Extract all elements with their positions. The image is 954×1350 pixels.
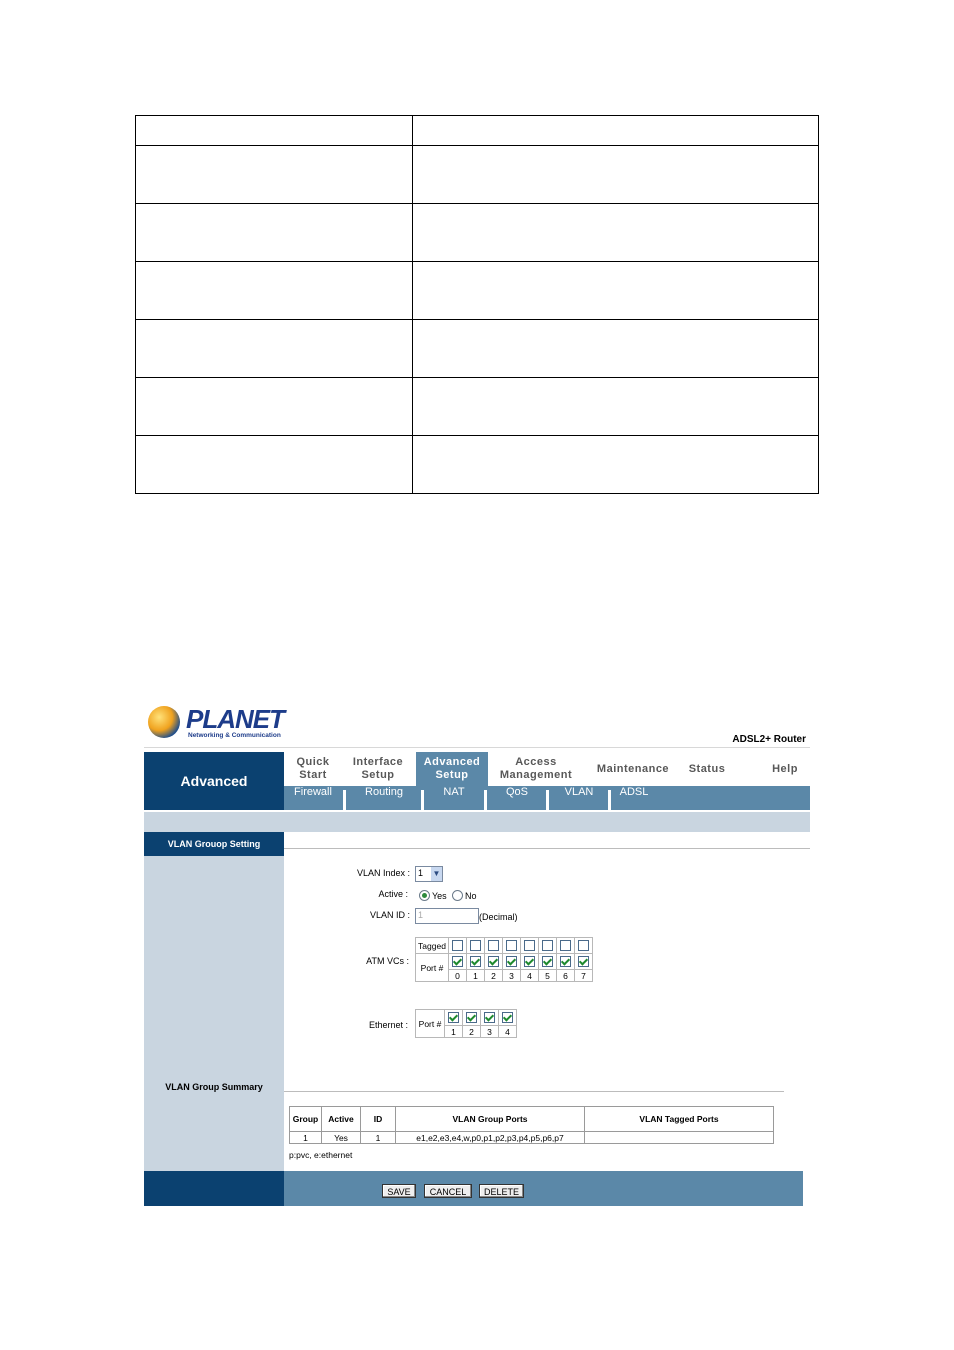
atm-port-number: 2 (485, 970, 503, 982)
ethernet-label: Ethernet : (368, 1020, 408, 1030)
atm-port-number: 4 (521, 970, 539, 982)
no-label: No (465, 891, 477, 901)
tab-access-management[interactable]: Access Management (499, 756, 573, 781)
checkbox[interactable] (524, 940, 535, 951)
checkbox[interactable] (484, 1012, 495, 1023)
vlan-index-label: VLAN Index : (356, 868, 410, 878)
table-cell (136, 378, 413, 436)
sidebar (144, 832, 284, 1171)
save-button[interactable]: SAVE (382, 1184, 416, 1198)
group-ports-cell: e1,e2,e3,e4,w,p0,p1,p2,p3,p4,p5,p6,p7 (396, 1132, 585, 1144)
sub-nav (284, 786, 810, 810)
column-header: ID (361, 1107, 396, 1132)
column-header: VLAN Tagged Ports (585, 1107, 774, 1132)
atm-port-number: 7 (575, 970, 593, 982)
main-nav (284, 752, 810, 786)
tab-advanced-setup[interactable]: Advanced Setup (416, 752, 488, 786)
checkbox[interactable] (506, 956, 517, 967)
table-cell (136, 320, 413, 378)
checkbox[interactable] (578, 956, 589, 967)
active-yes-radio[interactable] (419, 890, 430, 901)
eth-port-checkbox-3[interactable] (481, 1010, 499, 1026)
checkbox[interactable] (470, 956, 481, 967)
active-cell: Yes (322, 1132, 361, 1144)
checkbox[interactable] (506, 940, 517, 951)
port-label: Port # (416, 954, 449, 982)
footer-left (144, 1171, 284, 1206)
divider (608, 790, 611, 810)
active-label: Active : (378, 889, 408, 899)
tagged-checkbox-6[interactable] (557, 938, 575, 954)
eth-port-number: 2 (463, 1026, 481, 1038)
atm-port-number: 1 (467, 970, 485, 982)
table-cell (413, 146, 819, 204)
tagged-checkbox-1[interactable] (467, 938, 485, 954)
vlan-id-value: 1 (418, 910, 424, 920)
divider (421, 790, 424, 810)
atm-port-number: 6 (557, 970, 575, 982)
tagged-checkbox-7[interactable] (575, 938, 593, 954)
vlan-summary-table (289, 1106, 774, 1144)
checkbox[interactable] (560, 956, 571, 967)
id-cell: 1 (361, 1132, 396, 1144)
divider (284, 1091, 784, 1092)
tagged-checkbox-4[interactable] (521, 938, 539, 954)
tab-help[interactable]: Help (772, 762, 798, 775)
atm-vcs-label: ATM VCs : (366, 956, 409, 966)
eth-port-number: 1 (445, 1026, 463, 1038)
divider (284, 848, 810, 849)
table-cell (136, 204, 413, 262)
tab-status[interactable]: Status (688, 762, 726, 775)
port-legend: p:pvc, e:ethernet (289, 1150, 353, 1160)
checkbox[interactable] (452, 956, 463, 967)
divider (343, 790, 346, 810)
tagged-checkbox-2[interactable] (485, 938, 503, 954)
checkbox[interactable] (470, 940, 481, 951)
port-label: Port # (416, 1010, 445, 1038)
vlan-index-select[interactable] (415, 866, 443, 882)
subtab-routing[interactable]: Routing (365, 786, 403, 798)
checkbox[interactable] (524, 956, 535, 967)
atm-port-checkbox-7[interactable] (575, 954, 593, 970)
table-cell (413, 262, 819, 320)
divider (484, 790, 487, 810)
atm-port-checkbox-0[interactable] (449, 954, 467, 970)
tagged-checkbox-5[interactable] (539, 938, 557, 954)
column-header: Active (322, 1107, 361, 1132)
decimal-hint: (Decimal) (479, 912, 518, 922)
atm-vcs-grid (415, 937, 593, 982)
checkbox[interactable] (488, 940, 499, 951)
divider (546, 790, 549, 810)
column-header: VLAN Group Ports (396, 1107, 585, 1132)
atm-port-checkbox-1[interactable] (467, 954, 485, 970)
subtab-nat[interactable]: NAT (443, 786, 465, 798)
subtab-firewall[interactable]: Firewall (294, 786, 332, 798)
table-cell (413, 320, 819, 378)
delete-button[interactable]: DELETE (479, 1184, 524, 1198)
subtab-qos[interactable]: QoS (505, 786, 528, 798)
table-cell (413, 116, 819, 146)
atm-port-checkbox-6[interactable] (557, 954, 575, 970)
section-title: Advanced (144, 752, 284, 810)
vlan-setting-header: VLAN Grouop Setting (144, 832, 284, 856)
tab-interface-setup[interactable]: Interface Setup (352, 756, 404, 781)
atm-port-checkbox-2[interactable] (485, 954, 503, 970)
atm-port-number: 5 (539, 970, 557, 982)
table-cell (136, 116, 413, 146)
table-cell (136, 436, 413, 494)
eth-port-checkbox-4[interactable] (499, 1010, 517, 1026)
product-name: ADSL2+ Router (732, 734, 806, 745)
eth-port-number: 4 (499, 1026, 517, 1038)
table-cell (136, 146, 413, 204)
tab-quick-start[interactable]: Quick Start (296, 756, 330, 781)
table-cell (413, 436, 819, 494)
divider (144, 747, 810, 748)
checkbox[interactable] (542, 940, 553, 951)
logo-subtitle: Networking & Communication (188, 732, 281, 739)
subtab-adsl[interactable]: ADSL (619, 786, 649, 798)
eth-port-checkbox-1[interactable] (445, 1010, 463, 1026)
tagged-ports-cell (585, 1132, 774, 1144)
checkbox[interactable] (466, 1012, 477, 1023)
yes-label: Yes (432, 891, 447, 901)
router-ui (144, 700, 810, 1206)
atm-port-checkbox-5[interactable] (539, 954, 557, 970)
atm-port-number: 0 (449, 970, 467, 982)
checkbox[interactable] (448, 1012, 459, 1023)
checkbox[interactable] (578, 940, 589, 951)
checkbox[interactable] (542, 956, 553, 967)
table-cell (136, 262, 413, 320)
checkbox[interactable] (488, 956, 499, 967)
cancel-button[interactable]: CANCEL (424, 1184, 472, 1198)
atm-port-checkbox-4[interactable] (521, 954, 539, 970)
group-cell: 1 (290, 1132, 322, 1144)
checkbox[interactable] (560, 940, 571, 951)
footer-bar (284, 1171, 803, 1206)
vlan-summary-label: VLAN Group Summary (165, 1082, 263, 1092)
planet-logo (148, 704, 288, 744)
tab-maintenance[interactable]: Maintenance (596, 762, 670, 775)
table-cell (413, 378, 819, 436)
globe-icon (148, 706, 180, 738)
tagged-checkbox-0[interactable] (449, 938, 467, 954)
vlan-index-value: 1 (418, 868, 424, 878)
subtab-vlan[interactable]: VLAN (564, 786, 594, 798)
active-no-radio[interactable] (452, 890, 463, 901)
column-header: Group (290, 1107, 322, 1132)
checkbox[interactable] (502, 1012, 513, 1023)
tagged-checkbox-3[interactable] (503, 938, 521, 954)
chevron-down-icon: ▼ (431, 867, 442, 881)
logo-text: PLANET (186, 704, 284, 734)
document-table (135, 115, 819, 494)
eth-port-number: 3 (481, 1026, 499, 1038)
atm-port-checkbox-3[interactable] (503, 954, 521, 970)
checkbox[interactable] (452, 940, 463, 951)
spacer-band (144, 812, 810, 832)
table-row (290, 1132, 774, 1144)
ethernet-grid (415, 1009, 517, 1038)
eth-port-checkbox-2[interactable] (463, 1010, 481, 1026)
table-cell (413, 204, 819, 262)
atm-port-number: 3 (503, 970, 521, 982)
vlan-id-input[interactable] (415, 908, 479, 924)
tagged-label: Tagged (416, 938, 449, 954)
vlan-id-label: VLAN ID : (369, 910, 410, 920)
